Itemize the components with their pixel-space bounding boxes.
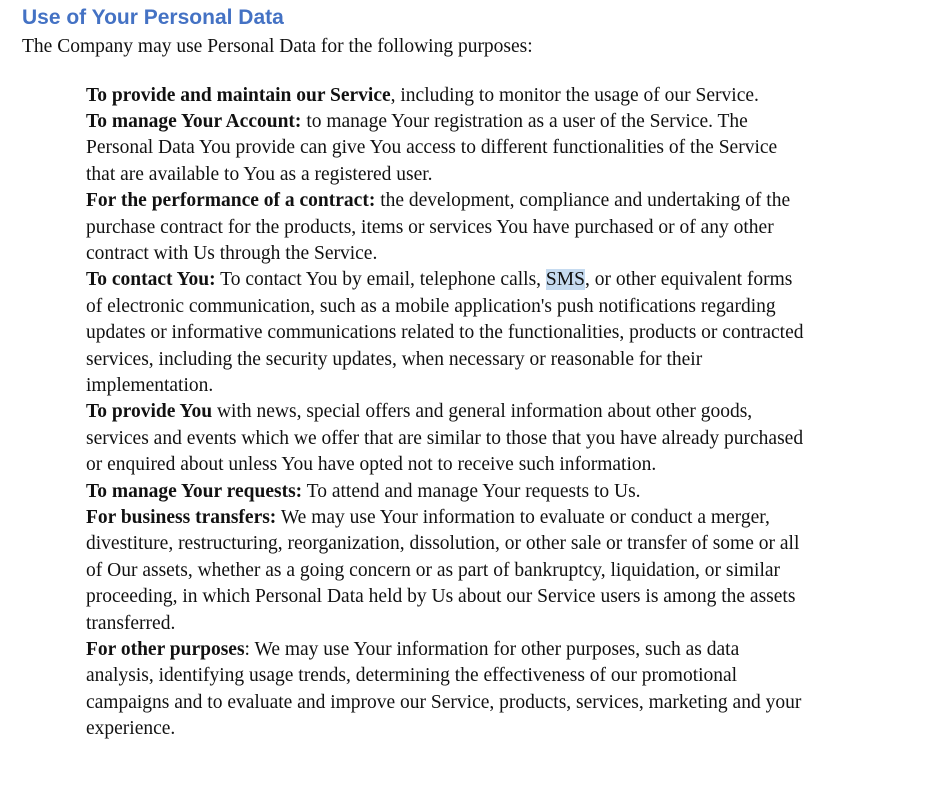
purpose-title: For other purposes <box>86 639 245 661</box>
purpose-text: , or other equivalent forms of electronic communication, such as a mobile application's push notifications regarding updates or informative communications related to the functionalities, products or contracted services, including the security updates, when necessary or reasonable for their implementation. <box>86 269 804 396</box>
purpose-title: To manage Your requests: <box>86 480 303 502</box>
purpose-title: To provide and maintain our Service <box>86 84 391 106</box>
purpose-provide-news <box>86 399 806 478</box>
intro-paragraph: The Company may use Personal Data for the following purposes: <box>22 36 533 57</box>
purpose-text: with news, special offers and general information about other goods, services and events which we offer that are similar to those that you have already purchased or enquired about unless You have opted not to receive such information. <box>86 401 804 476</box>
purpose-text: : We may use Your information for other purposes, such as data analysis, identifying usage trends, determining the effectiveness of our promotional campaigns and to evaluate and improve our Service, products, services, marketing and your experience. <box>86 639 802 740</box>
document-page <box>22 4 912 743</box>
purpose-title: To manage Your Account: <box>86 110 302 132</box>
purpose-text: To attend and manage Your requests to Us. <box>302 480 641 502</box>
purpose-provide-service <box>86 83 806 109</box>
purpose-manage-requests <box>86 479 806 505</box>
purpose-text: the development, compliance and undertaking of the purchase contract for the products, items or services You have purchased or of any other contract with Us through the Service. <box>86 190 791 264</box>
purpose-other <box>86 637 806 743</box>
purposes-list <box>86 83 806 743</box>
purpose-contact <box>86 267 806 399</box>
purpose-text: to manage Your registration as a user of the Service. The Personal Data You provide can give You access to different functionalities of the Service that are available to You as a registered user. <box>86 110 778 185</box>
purpose-manage-account <box>86 109 806 188</box>
purpose-business-transfers <box>86 505 806 637</box>
purpose-title: For the performance of a contract: <box>86 190 376 212</box>
purpose-text: , including to monitor the usage of our Service. <box>390 84 759 106</box>
purpose-title: For business transfers: <box>86 507 277 528</box>
purpose-title: To provide You <box>86 401 213 423</box>
purpose-contract <box>86 188 806 267</box>
section-heading: Use of Your Personal Data <box>22 6 284 29</box>
purpose-text: To contact You by email, telephone calls, <box>215 269 546 291</box>
purpose-title: To contact You: <box>86 269 216 291</box>
selected-text-highlight[interactable]: SMS <box>545 269 585 291</box>
purpose-text: We may use Your information to evaluate or conduct a merger, divestiture, restructuring, reorganization, dissolution, or other sale or transfer of some or all of Our assets, whether as a going concern or as part of bankruptcy, liquidation, or similar proceeding, in which Personal Data held by Us about our Service users is among the assets transferred. <box>86 507 800 634</box>
